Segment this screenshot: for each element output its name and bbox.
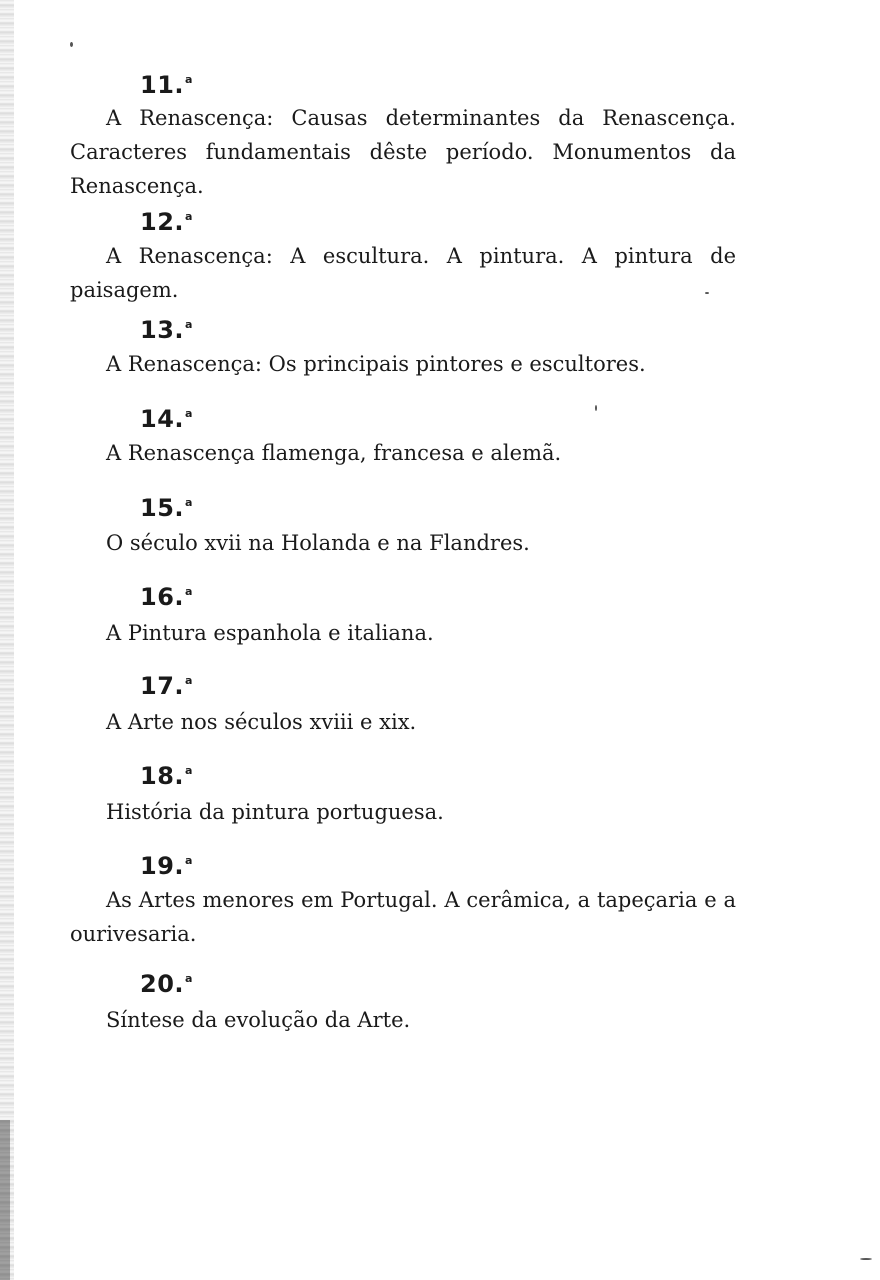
lesson-text-17: A Arte nos séculos xviii e xix. [106,710,417,734]
lesson-text-16: A Pintura espanhola e italiana. [106,621,434,645]
lesson-number-19: 19.$^a$ [140,852,193,880]
lesson-text-11: A Renascença: Causas determinantes da Renascença. Caracteres fundamentais dêste período. Monumentos da Renascença. [70,106,736,198]
lesson-number-17: 17.$^a$ [140,672,193,700]
lesson-text-19: As Artes menores em Portugal. A cerâmica, a tapeçaria e a ourivesaria. [70,888,736,946]
lesson-text-13: A Renascença: Os principais pintores e escultores. [106,352,646,376]
lesson-number-13: 13.$^a$ [140,316,193,344]
lesson-text-12: A Renascença: A escultura. A pintura. A pintura de paisagem. [70,244,736,302]
scan-speck [705,292,709,294]
scan-speck [860,1258,872,1260]
scan-edge-shadow [0,0,14,1280]
lesson-text-18: História da pintura portuguesa. [106,800,444,824]
lesson-number-12: 12.$^a$ [140,208,193,236]
lesson-number-16: 16.$^a$ [140,583,193,611]
lesson-text-14: A Renascença flamenga, francesa e alemã. [106,441,562,465]
lesson-text-15: O século xvii na Holanda e na Flandres. [106,531,530,555]
lesson-number-15: 15.$^a$ [140,494,193,522]
lesson-number-18: 18.$^a$ [140,762,193,790]
lesson-number-11: 11.$^a$ [140,71,193,99]
lesson-number-14: 14.$^a$ [140,405,193,433]
scan-edge-dark [0,1120,10,1280]
scan-speck [70,42,73,47]
lesson-text-20: Síntese da evolução da Arte. [106,1008,411,1032]
scan-speck [595,405,597,411]
lesson-number-20: 20.$^a$ [140,970,193,998]
